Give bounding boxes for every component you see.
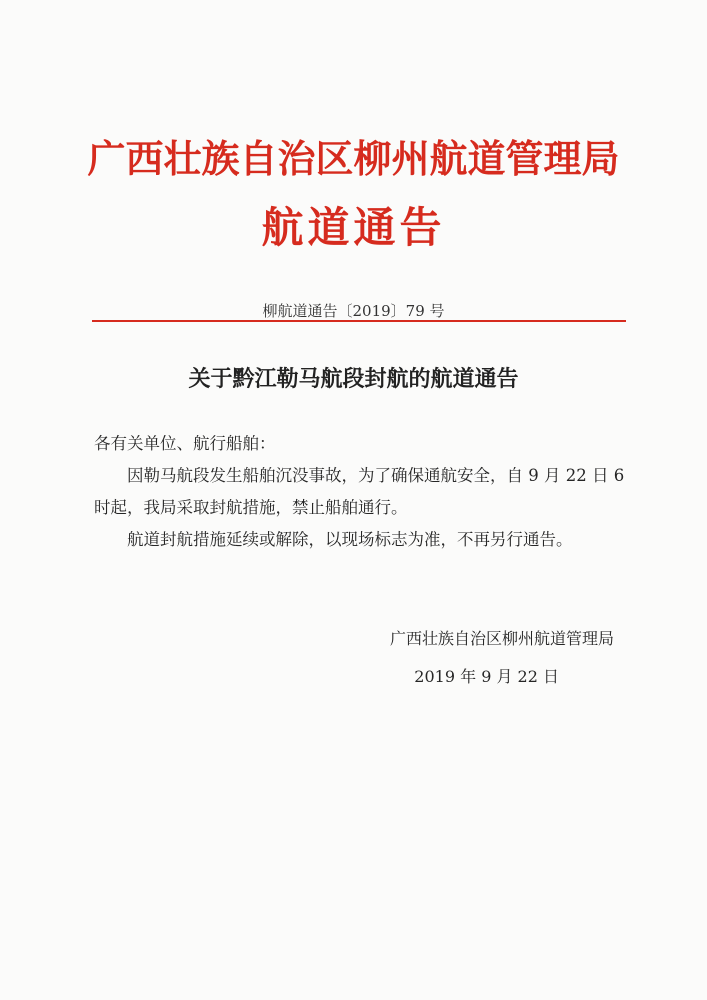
body-paragraph-1: 因勒马航段发生船舶沉没事故，为了确保通航安全，自 9 月 22 日 6 时起，我局采取封航措施，禁止船舶通行。 <box>94 466 625 517</box>
salutation: 各有关单位、航行船舶： <box>94 434 276 453</box>
notice-title: 关于黔江勒马航段封航的航道通告 <box>188 366 519 392</box>
signature-date: 2019 年 9 月 22 日 <box>414 667 559 686</box>
document-number: 柳航道通告〔2019〕79 号 <box>262 302 445 320</box>
document-type-header: 航道通告 <box>261 203 446 252</box>
red-divider-line <box>92 320 626 322</box>
signature-organization: 广西壮族自治区柳州航道管理局 <box>389 629 614 648</box>
body-paragraph-2: 航道封航措施延续或解除，以现场标志为准，不再另行通告。 <box>127 530 573 549</box>
issuing-organization-header: 广西壮族自治区柳州航道管理局 <box>87 136 620 181</box>
